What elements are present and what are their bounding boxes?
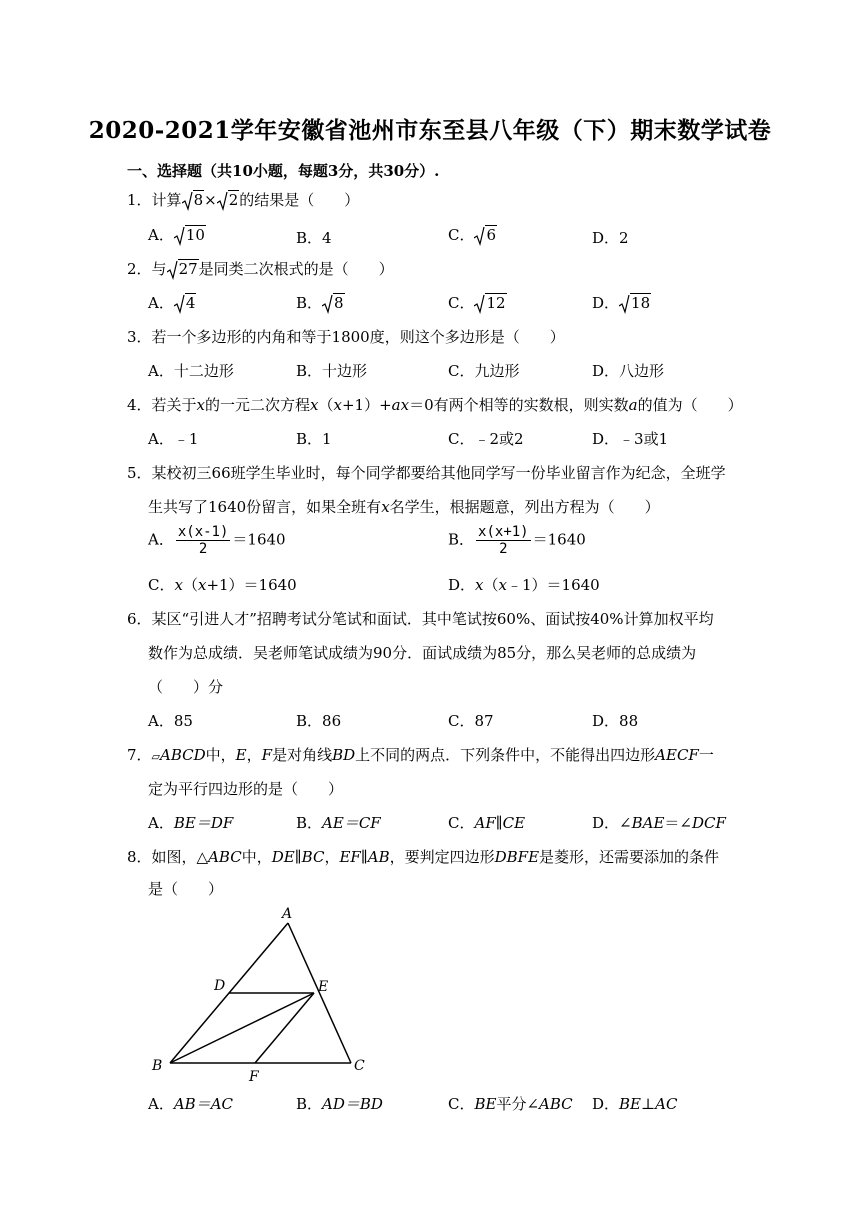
- variable: x: [310, 396, 319, 414]
- question-6-line-3: （ ）分: [148, 678, 224, 696]
- equation-text: （: [483, 576, 499, 594]
- sqrt-symbol: [474, 226, 485, 246]
- variable: DBFE: [494, 848, 540, 866]
- variable: x: [381, 498, 390, 516]
- question-text: 的结果是（ ）: [239, 191, 360, 209]
- segment-ef: [255, 993, 314, 1063]
- sqrt-symbol: [167, 260, 178, 280]
- option-label: C．: [448, 294, 475, 312]
- option-text: BAE: [631, 814, 665, 832]
- radicand: 6: [486, 226, 497, 244]
- segment-be: [170, 993, 314, 1063]
- q7-option-a[interactable]: [148, 812, 233, 833]
- question-text: 计算: [151, 191, 182, 209]
- q6-option-d[interactable]: D．88: [592, 712, 639, 730]
- equation-text: （: [182, 576, 198, 594]
- question-number: 1．: [127, 191, 152, 209]
- q6-option-b[interactable]: B．86: [296, 712, 342, 730]
- equation-rhs: ＝1640: [232, 530, 286, 549]
- option-label: B．: [296, 814, 323, 832]
- q7-option-c[interactable]: [448, 812, 525, 833]
- question-2: [127, 258, 394, 280]
- q5-option-a[interactable]: [148, 524, 286, 557]
- option-label: D．: [592, 1095, 620, 1113]
- sqrt-symbol: [182, 191, 193, 211]
- denominator: 2: [198, 541, 208, 557]
- question-text: ∥: [294, 848, 302, 866]
- point-label-a: A: [282, 906, 293, 922]
- question-text: 名学生，根据题意，列出方程为（ ）: [389, 498, 660, 516]
- variable: E: [235, 746, 247, 764]
- variable: AB: [367, 848, 390, 866]
- radicand: 27: [178, 260, 198, 278]
- radicand: 4: [185, 294, 196, 312]
- option-label: C．: [448, 226, 475, 244]
- option-label: C．: [448, 814, 475, 832]
- question-5-line-1: 5．某校初三66班学生毕业时，每个同学都要给其他同学写一份毕业留言作为纪念，全班学: [127, 464, 726, 482]
- radicand: 12: [486, 294, 506, 312]
- question-7-line-1: [127, 744, 714, 765]
- question-1: [127, 189, 359, 211]
- q3-option-a[interactable]: A．十二边形: [148, 362, 234, 380]
- question-4: [127, 394, 743, 415]
- q1-option-a[interactable]: [148, 224, 206, 246]
- sqrt-symbol: [474, 294, 485, 314]
- q4-option-d[interactable]: D．﹣3或1: [592, 430, 669, 448]
- option-text: DCF: [692, 814, 726, 832]
- radicand: 2: [228, 191, 239, 209]
- q3-option-b[interactable]: B．十边形: [296, 362, 368, 380]
- fraction: [476, 524, 531, 557]
- fraction: [176, 524, 231, 557]
- option-label: A．: [148, 530, 174, 549]
- question-text: （: [318, 396, 334, 414]
- q4-option-c[interactable]: C．﹣2或2: [448, 430, 524, 448]
- question-6-line-1: 6．某区“引进人才”招聘考试分笔试和面试．其中笔试按60%、面试按40%计算加权平均: [127, 610, 714, 628]
- q1-option-c[interactable]: [448, 224, 497, 246]
- q7-option-b[interactable]: [296, 812, 381, 833]
- sqrt-symbol: [174, 294, 185, 314]
- question-text: 8．如图，△: [127, 848, 209, 866]
- question-7-line-2: 定为平行四边形的是（ ）: [148, 780, 344, 798]
- variable: ABCD: [160, 746, 206, 764]
- question-text: 中，: [241, 848, 272, 866]
- q2-option-d[interactable]: [592, 292, 651, 314]
- question-text: 4．若关于: [127, 396, 197, 414]
- question-text: +1）+: [341, 396, 392, 414]
- option-label: A．: [148, 294, 174, 312]
- q1-option-b[interactable]: B．4: [296, 229, 332, 247]
- q5-option-c[interactable]: [148, 574, 297, 595]
- equation-text: +1）＝1640: [206, 576, 297, 594]
- q6-option-c[interactable]: C．87: [448, 712, 494, 730]
- radicand: 8: [193, 191, 204, 209]
- question-text: ＝0有两个相等的实数根，则实数: [409, 396, 629, 414]
- q4-option-b[interactable]: B．1: [296, 430, 332, 448]
- option-text: AF∥CE: [474, 814, 526, 832]
- equation-rhs: ＝1640: [532, 530, 586, 549]
- q6-option-a[interactable]: A．85: [148, 712, 193, 730]
- variable: BC: [301, 848, 325, 866]
- sqrt-symbol: [322, 294, 333, 314]
- variable: AECF: [655, 746, 699, 764]
- q2-option-c[interactable]: [448, 292, 507, 314]
- variable: DE: [271, 848, 295, 866]
- option-text: BE⊥AC: [619, 1095, 678, 1113]
- option-label: A．: [148, 814, 174, 832]
- q1-option-d[interactable]: D．2: [592, 229, 629, 247]
- radicand: 10: [185, 226, 205, 244]
- q8-option-a[interactable]: [148, 1093, 233, 1114]
- variable: x: [333, 396, 342, 414]
- exam-title: 2020-2021学年安徽省池州市东至县八年级（下）期末数学试卷: [88, 117, 772, 144]
- sqrt-symbol: [174, 226, 185, 246]
- option-text: AB＝AC: [173, 1095, 234, 1113]
- denominator: 2: [499, 541, 508, 557]
- variable: a: [628, 396, 638, 414]
- q2-option-b[interactable]: [296, 292, 345, 314]
- option-text: BE: [474, 1095, 497, 1113]
- option-label: D．: [592, 294, 620, 312]
- question-text: 是菱形，还需要添加的条件: [539, 848, 720, 866]
- question-number: 2．: [127, 260, 152, 278]
- option-label: B．: [296, 1095, 323, 1113]
- option-label: B．: [296, 294, 323, 312]
- question-text: 与: [151, 260, 167, 278]
- option-text: AE＝CF: [322, 814, 381, 832]
- variable: F: [261, 746, 273, 764]
- question-5-line-2: [148, 496, 660, 517]
- q2-option-a[interactable]: [148, 292, 196, 314]
- variable: x: [196, 396, 206, 414]
- q5-option-b[interactable]: [448, 524, 586, 557]
- variable: ABC: [208, 848, 242, 866]
- option-text: ABC: [539, 1095, 573, 1113]
- option-label: C．: [148, 576, 175, 594]
- option-label: A．: [148, 226, 174, 244]
- option-label: A．: [148, 1095, 174, 1113]
- option-text: 平分∠: [496, 1095, 540, 1113]
- question-number: 7．: [127, 746, 152, 764]
- equation-text: ﹣1）＝1640: [506, 576, 600, 594]
- question-text: 是对角线: [272, 746, 333, 764]
- radicand: 18: [631, 294, 651, 312]
- variable: x: [498, 576, 507, 594]
- option-label: D．∠: [592, 814, 632, 832]
- question-text: ，要判定四边形: [389, 848, 495, 866]
- question-text: 一: [698, 746, 714, 764]
- variable: x: [197, 576, 207, 594]
- point-label-c: C: [354, 1058, 365, 1074]
- variable: ax: [391, 396, 410, 414]
- point-label-f: F: [249, 1069, 259, 1085]
- question-text: 中，: [205, 746, 236, 764]
- numerator: x(x-1): [177, 524, 229, 540]
- q8-option-b[interactable]: [296, 1093, 383, 1114]
- option-text: AD＝BD: [322, 1095, 383, 1113]
- question-text: 是同类二次根式的是（ ）: [198, 260, 394, 278]
- option-text: BE＝DF: [173, 814, 234, 832]
- option-text: ＝∠: [664, 814, 692, 832]
- sqrt-symbol: [619, 294, 630, 314]
- point-label-b: B: [152, 1058, 163, 1074]
- question-text: 的值为（ ）: [637, 396, 743, 414]
- question-text: 生共写了1640份留言，如果全班有: [148, 498, 382, 516]
- q7-option-d[interactable]: [592, 812, 726, 833]
- question-8-line-1: [127, 846, 719, 867]
- question-text: ，: [324, 848, 340, 866]
- question-text: ∥: [360, 848, 368, 866]
- triangle-figure: [148, 905, 378, 1085]
- variable: x: [475, 576, 484, 594]
- times-sign: ×: [204, 191, 217, 209]
- parallelogram-symbol: ▱: [151, 750, 161, 763]
- point-label-d: D: [214, 978, 226, 994]
- sqrt-symbol: [217, 191, 228, 211]
- point-label-e: E: [318, 979, 329, 995]
- q5-option-d[interactable]: [448, 574, 600, 595]
- q4-option-a[interactable]: A．﹣1: [148, 430, 199, 448]
- q8-option-d[interactable]: [592, 1093, 677, 1114]
- question-6-line-2: 数作为总成绩．吴老师笔试成绩为90分．面试成绩为85分，那么吴老师的总成绩为: [148, 644, 697, 662]
- option-label: C．: [448, 1095, 475, 1113]
- section-heading: 一、选择题（共10小题，每题3分，共30分）.: [127, 162, 440, 180]
- variable: BD: [332, 746, 356, 764]
- radicand: 8: [334, 294, 344, 312]
- q3-option-c[interactable]: C．九边形: [448, 362, 520, 380]
- question-3: 3．若一个多边形的内角和等于1800度，则这个多边形是（ ）: [127, 328, 565, 346]
- option-label: D．: [448, 576, 476, 594]
- question-text: 上不同的两点．下列条件中，不能得出四边形: [355, 746, 656, 764]
- question-text: 的一元二次方程: [205, 396, 311, 414]
- question-8-line-2: 是（ ）: [148, 880, 224, 898]
- variable: x: [174, 576, 183, 594]
- numerator: x(x+1): [478, 524, 529, 540]
- question-text: ，: [246, 746, 262, 764]
- q8-option-c[interactable]: [448, 1093, 573, 1114]
- variable: EF: [339, 848, 361, 866]
- q3-option-d[interactable]: D．八边形: [592, 362, 665, 380]
- option-label: B．: [448, 530, 475, 549]
